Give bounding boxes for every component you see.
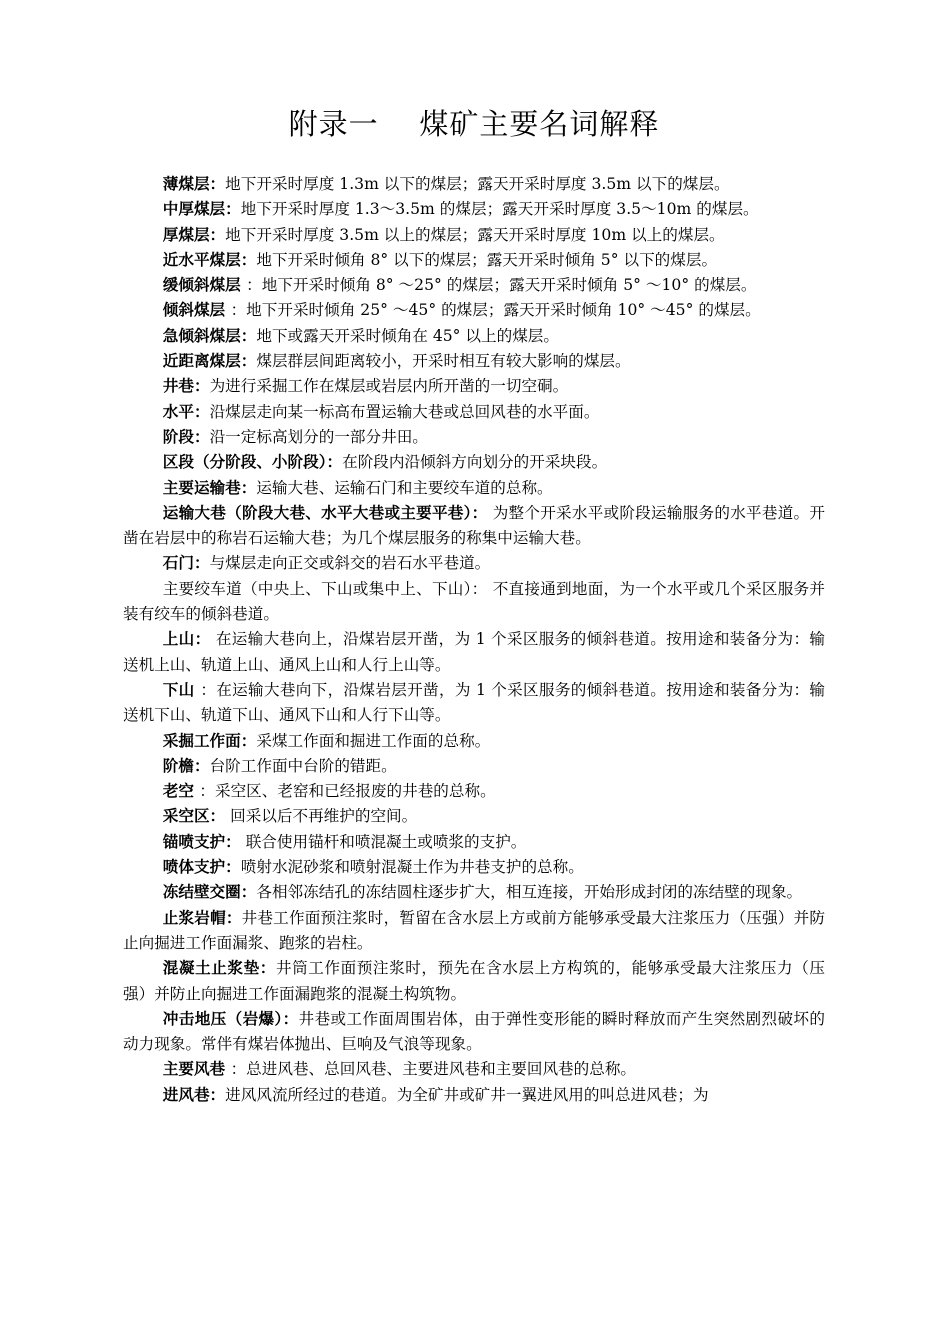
glossary-definition: ：采空区、老窑和已经报废的井巷的总称。: [199, 782, 496, 801]
glossary-entry: [123, 779, 825, 804]
glossary-entry: [123, 880, 825, 905]
glossary-definition: 地下开采时厚度 3.5m 以上的煤层；露天开采时厚度 10m 以上的煤层。: [225, 225, 725, 244]
glossary-entry: [123, 804, 825, 829]
glossary-term: 阶檐：: [162, 756, 210, 775]
glossary-term: 主要运输巷：: [162, 478, 257, 497]
glossary-entry: [123, 627, 825, 678]
glossary-term: 缓倾斜煤层: [162, 276, 247, 295]
glossary-definition: 不直接通到地面，为一个水平或几个采区服务并装有绞车的倾斜巷道。: [123, 579, 825, 624]
glossary-definition: 联合使用锚杆和喷混凝土或喷浆的支护。: [240, 832, 527, 851]
glossary-definition: 台阶工作面中台阶的错距。: [209, 756, 397, 775]
glossary-entry: [123, 197, 825, 222]
glossary-term: 老空: [162, 782, 200, 801]
glossary-definition: 沿一定标高划分的一部分井田。: [209, 427, 428, 446]
page-title: 附录一 煤矿主要名词解释: [288, 107, 660, 141]
glossary-entry: [123, 577, 825, 628]
glossary-entry: [123, 1057, 825, 1082]
glossary-term: 阶段：: [162, 427, 210, 446]
glossary-entry: [123, 956, 825, 1007]
glossary-term: 水平：: [162, 402, 210, 421]
glossary-definition: 在运输大巷向上，沿煤岩层开凿，为 1 个采区服务的倾斜巷道。按用途和装备分为：输送机上山、轨道上山、通风上山和人行上山等。: [123, 630, 825, 674]
glossary-definition: 地下或露天开采时倾角在 45° 以上的煤层。: [256, 326, 559, 345]
glossary-definition: 地下开采时厚度 1.3～3.5m 的煤层；露天开采时厚度 3.5～10m 的煤层。: [240, 200, 759, 219]
glossary-entry: [123, 501, 825, 552]
glossary-entry: [123, 374, 825, 399]
glossary-definition: 采煤工作面和掘进工作面的总称。: [256, 731, 491, 750]
glossary-term: 冲击地压（岩爆）：: [162, 1009, 299, 1028]
glossary-term: 中厚煤层：: [162, 200, 241, 219]
glossary-definition: ：总进风巷、总回风巷、主要进风巷和主要回风巷的总称。: [230, 1060, 637, 1079]
glossary-term: 锚喷支护：: [162, 832, 241, 851]
glossary-term: 采空区：: [162, 807, 226, 826]
glossary-entry: [123, 425, 825, 450]
glossary-entry: [123, 830, 825, 855]
glossary-term: 止浆岩帽：: [162, 908, 242, 927]
glossary-definition: 为进行采掘工作在煤层或岩层内所开凿的一切空硐。: [209, 377, 569, 396]
glossary-entry: [123, 273, 825, 298]
glossary-definition: ：在运输大巷向下，沿煤岩层开凿，为 1 个采区服务的倾斜巷道。按用途和装备分为：输送机下山、轨道下山、通风下山和人行下山等。: [123, 680, 825, 725]
glossary-definition: 在阶段内沿倾斜方向划分的开采块段。: [342, 453, 608, 472]
glossary-entry: [123, 349, 825, 374]
glossary-entry: [123, 324, 825, 349]
glossary-definition: 为整个开采水平或阶段运输服务的水平巷道。开凿在岩层中的称岩石运输大巷；为几个煤层服务的称集中运输大巷。: [123, 503, 825, 548]
glossary-term: 下山: [162, 680, 201, 699]
glossary-term: 混凝土止浆垫：: [162, 959, 276, 978]
glossary-body: [123, 172, 825, 1108]
glossary-entry: [123, 1007, 825, 1058]
glossary-entry: [123, 476, 825, 501]
glossary-term: 喷体支护：: [162, 858, 241, 877]
glossary-definition: 煤层群层间距离较小，开采时相互有较大影响的煤层。: [256, 352, 631, 371]
glossary-definition: 井筒工作面预注浆时，预先在含水层上方构筑的，能够承受最大注浆压力（压强）并防止向掘进工作面漏跑浆的混凝土构筑物。: [123, 959, 825, 1003]
glossary-term: 急倾斜煤层：: [162, 326, 257, 345]
glossary-term: 冻结壁交圈：: [162, 883, 257, 902]
glossary-term: 石门：: [162, 554, 210, 573]
glossary-term: 主要绞车道（中央上、下山或集中上、下山）：: [162, 579, 488, 598]
glossary-term: 近水平煤层：: [162, 250, 257, 269]
glossary-definition: 井巷或工作面周围岩体，由于弹性变形能的瞬时释放而产生突然剧烈破坏的动力现象。常伴有煤岩体抛出、巨响及气浪等现象。: [123, 1009, 825, 1054]
glossary-entry: [123, 678, 825, 729]
glossary-definition: 各相邻冻结孔的冻结圆柱逐步扩大，相互连接，开始形成封闭的冻结壁的现象。: [256, 883, 803, 902]
glossary-term: 进风巷：: [162, 1085, 226, 1104]
glossary-definition: 井巷工作面预注浆时，暂留在含水层上方或前方能够承受最大注浆压力（压强）并防止向掘进工作面漏浆、跑浆的岩柱。: [123, 908, 825, 952]
glossary-term: 主要风巷: [162, 1060, 231, 1079]
glossary-term: 上山：: [162, 630, 211, 649]
glossary-definition: 运输大巷、运输石门和主要绞车道的总称。: [256, 478, 553, 497]
glossary-definition: 与煤层走向正交或斜交的岩石水平巷道。: [209, 554, 491, 573]
glossary-definition: ：地下开采时倾角 8° ～25° 的煤层；露天开采时倾角 5° ～10° 的煤层。: [246, 276, 757, 295]
glossary-entry: [123, 551, 825, 576]
glossary-entry: [123, 1083, 825, 1108]
glossary-term: 近距离煤层：: [162, 352, 257, 371]
glossary-term: 运输大巷（阶段大巷、水平大巷或主要平巷）：: [162, 503, 488, 522]
glossary-definition: 喷射水泥砂浆和喷射混凝土作为井巷支护的总称。: [240, 858, 584, 877]
glossary-definition: 进风风流所经过的巷道。为全矿井或矿井一翼进风用的叫总进风巷；为: [225, 1085, 709, 1104]
glossary-term: 区段（分阶段、小阶段）：: [162, 453, 343, 472]
glossary-definition: ：地下开采时倾角 25° ～45° 的煤层；露天开采时倾角 10° ～45° 的煤层。: [230, 301, 761, 320]
glossary-entry: [123, 855, 825, 880]
glossary-term: 井巷：: [162, 377, 210, 396]
glossary-term: 薄煤层：: [162, 175, 226, 193]
glossary-entry: [123, 223, 825, 248]
glossary-definition: 沿煤层走向某一标高布置运输大巷或总回风巷的水平面。: [209, 402, 600, 421]
glossary-entry: [123, 450, 825, 475]
glossary-term: 厚煤层：: [162, 225, 226, 244]
glossary-entry: [123, 906, 825, 957]
glossary-definition: 回采以后不再维护的空间。: [225, 807, 418, 826]
glossary-term: 倾斜煤层: [162, 301, 231, 320]
glossary-entry: [123, 400, 825, 425]
glossary-definition: 地下开采时倾角 8° 以下的煤层；露天开采时倾角 5° 以下的煤层。: [256, 250, 718, 269]
glossary-entry: [123, 172, 825, 197]
glossary-entry: [123, 298, 825, 323]
glossary-term: 采掘工作面：: [162, 731, 257, 750]
glossary-entry: [123, 754, 825, 779]
glossary-entry: [123, 248, 825, 273]
glossary-entry: [123, 729, 825, 754]
glossary-definition: 地下开采时厚度 1.3m 以下的煤层；露天开采时厚度 3.5m 以下的煤层。: [225, 175, 730, 193]
